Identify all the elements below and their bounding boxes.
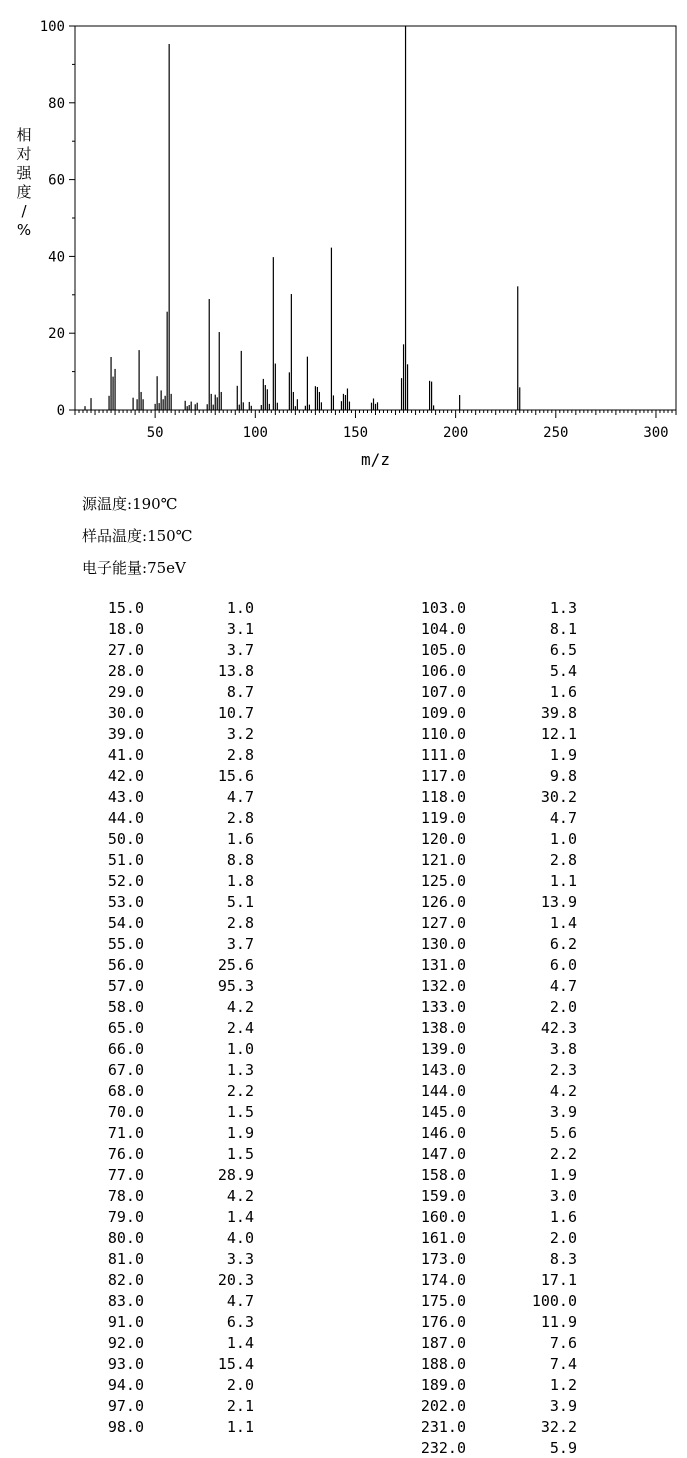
mz-value: 29.0 bbox=[107, 683, 144, 701]
intensity-value: 15.4 bbox=[217, 1355, 254, 1373]
mz-value: 147.0 bbox=[420, 1145, 466, 1163]
y-tick-label: 0 bbox=[56, 403, 65, 419]
mz-value: 125.0 bbox=[420, 872, 466, 890]
mz-value: 77.0 bbox=[107, 1166, 144, 1184]
mz-value: 159.0 bbox=[420, 1187, 466, 1205]
intensity-value: 5.9 bbox=[549, 1439, 577, 1457]
intensity-value: 1.5 bbox=[226, 1103, 254, 1121]
mz-value: 132.0 bbox=[420, 977, 466, 995]
mz-value: 144.0 bbox=[420, 1082, 466, 1100]
mz-value: 71.0 bbox=[107, 1124, 144, 1142]
intensity-value: 2.8 bbox=[226, 914, 254, 932]
condition-row bbox=[82, 525, 193, 546]
intensity-value: 17.1 bbox=[540, 1271, 577, 1289]
intensity-value: 32.2 bbox=[540, 1418, 577, 1436]
mz-value: 131.0 bbox=[420, 956, 466, 974]
mz-value: 43.0 bbox=[107, 788, 144, 806]
mz-value: 54.0 bbox=[107, 914, 144, 932]
condition-value: 150℃ bbox=[147, 527, 193, 545]
intensity-value: 5.1 bbox=[226, 893, 254, 911]
mz-value: 146.0 bbox=[420, 1124, 466, 1142]
intensity-value: 4.7 bbox=[549, 977, 577, 995]
intensity-value: 2.0 bbox=[549, 998, 577, 1016]
intensity-value: 1.1 bbox=[226, 1418, 254, 1436]
mz-value: 175.0 bbox=[420, 1292, 466, 1310]
intensity-value: 2.8 bbox=[226, 746, 254, 764]
mz-value: 126.0 bbox=[420, 893, 466, 911]
mz-value: 97.0 bbox=[107, 1397, 144, 1415]
intensity-value: 1.3 bbox=[549, 599, 577, 617]
mz-value: 106.0 bbox=[420, 662, 466, 680]
mz-value: 18.0 bbox=[107, 620, 144, 638]
mz-value: 109.0 bbox=[420, 704, 466, 722]
intensity-value: 1.0 bbox=[549, 830, 577, 848]
intensity-value: 7.6 bbox=[549, 1334, 577, 1352]
condition-label: 电子能量 bbox=[82, 559, 143, 577]
intensity-value: 5.6 bbox=[549, 1124, 577, 1142]
mz-value: 51.0 bbox=[107, 851, 144, 869]
mz-value: 66.0 bbox=[107, 1040, 144, 1058]
condition-label: 样品温度 bbox=[82, 527, 143, 545]
intensity-value: 3.2 bbox=[226, 725, 254, 743]
mz-value: 176.0 bbox=[420, 1313, 466, 1331]
intensity-value: 1.4 bbox=[226, 1208, 254, 1226]
mz-value: 94.0 bbox=[107, 1376, 144, 1394]
intensity-value: 4.7 bbox=[226, 1292, 254, 1310]
intensity-value: 3.9 bbox=[549, 1103, 577, 1121]
mz-value: 82.0 bbox=[107, 1271, 144, 1289]
intensity-value: 25.6 bbox=[217, 956, 254, 974]
condition-row bbox=[82, 557, 186, 578]
mz-value: 133.0 bbox=[420, 998, 466, 1016]
mz-value: 104.0 bbox=[420, 620, 466, 638]
intensity-value: 6.0 bbox=[549, 956, 577, 974]
y-tick-label: 100 bbox=[39, 19, 65, 35]
mz-value: 145.0 bbox=[420, 1103, 466, 1121]
condition-separator: : bbox=[142, 527, 148, 545]
intensity-value: 4.7 bbox=[226, 788, 254, 806]
intensity-value: 11.9 bbox=[540, 1313, 577, 1331]
intensity-value: 28.9 bbox=[217, 1166, 254, 1184]
intensity-value: 1.5 bbox=[226, 1145, 254, 1163]
intensity-value: 6.3 bbox=[226, 1313, 254, 1331]
intensity-value: 4.2 bbox=[226, 1187, 254, 1205]
x-tick-label: 200 bbox=[442, 425, 469, 441]
mz-value: 119.0 bbox=[420, 809, 466, 827]
mass-spectrum-chart bbox=[0, 0, 687, 480]
mz-value: 68.0 bbox=[107, 1082, 144, 1100]
mz-value: 83.0 bbox=[107, 1292, 144, 1310]
intensity-value: 8.8 bbox=[226, 851, 254, 869]
condition-row bbox=[82, 493, 178, 514]
intensity-value: 2.0 bbox=[226, 1376, 254, 1394]
intensity-value: 1.3 bbox=[226, 1061, 254, 1079]
mz-value: 117.0 bbox=[420, 767, 466, 785]
intensity-value: 2.8 bbox=[226, 809, 254, 827]
y-axis-label: 相对强度/ % bbox=[16, 126, 32, 239]
condition-label: 源温度 bbox=[82, 495, 128, 513]
intensity-value: 2.3 bbox=[549, 1061, 577, 1079]
mz-value: 110.0 bbox=[420, 725, 466, 743]
mz-value: 174.0 bbox=[420, 1271, 466, 1289]
mz-value: 27.0 bbox=[107, 641, 144, 659]
intensity-value: 9.8 bbox=[549, 767, 577, 785]
intensity-value: 12.1 bbox=[540, 725, 577, 743]
intensity-value: 95.3 bbox=[217, 977, 254, 995]
intensity-value: 5.4 bbox=[549, 662, 577, 680]
mz-value: 65.0 bbox=[107, 1019, 144, 1037]
x-tick-label: 300 bbox=[643, 425, 669, 441]
mz-value: 81.0 bbox=[107, 1250, 144, 1268]
mz-value: 41.0 bbox=[107, 746, 144, 764]
intensity-value: 100.0 bbox=[531, 1292, 577, 1310]
intensity-value: 1.9 bbox=[549, 746, 577, 764]
mz-value: 44.0 bbox=[107, 809, 144, 827]
intensity-value: 1.0 bbox=[226, 599, 254, 617]
intensity-value: 3.0 bbox=[549, 1187, 577, 1205]
y-tick-label: 80 bbox=[48, 95, 65, 112]
y-tick-label: 60 bbox=[48, 172, 65, 189]
plot-frame bbox=[75, 26, 676, 410]
x-tick-label: 100 bbox=[242, 425, 268, 441]
x-tick-label: 150 bbox=[342, 425, 369, 441]
mz-value: 202.0 bbox=[420, 1397, 466, 1415]
intensity-value: 3.1 bbox=[226, 620, 254, 638]
mz-value: 121.0 bbox=[420, 851, 466, 869]
condition-value: 190℃ bbox=[132, 495, 178, 513]
mz-value: 120.0 bbox=[420, 830, 466, 848]
mz-value: 42.0 bbox=[107, 767, 144, 785]
intensity-value: 1.0 bbox=[226, 1040, 254, 1058]
intensity-value: 13.8 bbox=[217, 662, 254, 680]
intensity-value: 1.4 bbox=[226, 1334, 254, 1352]
intensity-value: 30.2 bbox=[540, 788, 577, 806]
intensity-value: 6.2 bbox=[549, 935, 577, 953]
intensity-value: 1.2 bbox=[549, 1376, 577, 1394]
mz-value: 70.0 bbox=[107, 1103, 144, 1121]
mz-value: 80.0 bbox=[107, 1229, 144, 1247]
intensity-value: 1.6 bbox=[226, 830, 254, 848]
y-tick-label: 40 bbox=[48, 249, 65, 266]
intensity-value: 2.8 bbox=[549, 851, 577, 869]
mz-value: 58.0 bbox=[107, 998, 144, 1016]
intensity-value: 2.2 bbox=[549, 1145, 577, 1163]
intensity-value: 20.3 bbox=[217, 1271, 254, 1289]
condition-separator: : bbox=[127, 495, 133, 513]
mz-value: 103.0 bbox=[420, 599, 466, 617]
intensity-value: 1.9 bbox=[226, 1124, 254, 1142]
intensity-value: 39.8 bbox=[540, 704, 577, 722]
mz-value: 130.0 bbox=[420, 935, 466, 953]
mz-value: 231.0 bbox=[420, 1418, 466, 1436]
intensity-value: 13.9 bbox=[540, 893, 577, 911]
mz-value: 92.0 bbox=[107, 1334, 144, 1352]
mz-value: 78.0 bbox=[107, 1187, 144, 1205]
intensity-value: 42.3 bbox=[540, 1019, 577, 1037]
mz-value: 53.0 bbox=[107, 893, 144, 911]
intensity-value: 2.4 bbox=[226, 1019, 254, 1037]
intensity-value: 8.7 bbox=[226, 683, 254, 701]
mz-value: 15.0 bbox=[107, 599, 144, 617]
intensity-value: 8.3 bbox=[549, 1250, 577, 1268]
mz-value: 98.0 bbox=[107, 1418, 144, 1436]
intensity-value: 1.9 bbox=[549, 1166, 577, 1184]
mz-value: 57.0 bbox=[107, 977, 144, 995]
intensity-value: 4.7 bbox=[549, 809, 577, 827]
intensity-value: 6.5 bbox=[549, 641, 577, 659]
condition-value: 75eV bbox=[147, 559, 186, 577]
condition-separator: : bbox=[142, 559, 148, 577]
mz-value: 93.0 bbox=[107, 1355, 144, 1373]
mz-value: 105.0 bbox=[420, 641, 466, 659]
mz-value: 161.0 bbox=[420, 1229, 466, 1247]
y-tick-label: 20 bbox=[48, 326, 65, 343]
intensity-value: 1.1 bbox=[549, 872, 577, 890]
intensity-value: 3.7 bbox=[226, 641, 254, 659]
mz-value: 139.0 bbox=[420, 1040, 466, 1058]
mz-value: 28.0 bbox=[107, 662, 144, 680]
intensity-value: 3.7 bbox=[226, 935, 254, 953]
mz-value: 79.0 bbox=[107, 1208, 144, 1226]
mz-value: 127.0 bbox=[420, 914, 466, 932]
x-tick-label: 50 bbox=[146, 425, 164, 441]
mz-value: 187.0 bbox=[420, 1334, 466, 1352]
mz-value: 56.0 bbox=[107, 956, 144, 974]
mz-value: 50.0 bbox=[107, 830, 144, 848]
intensity-value: 3.8 bbox=[549, 1040, 577, 1058]
mz-value: 91.0 bbox=[107, 1313, 144, 1331]
intensity-value: 4.0 bbox=[226, 1229, 254, 1247]
intensity-value: 1.8 bbox=[226, 872, 254, 890]
mz-value: 188.0 bbox=[420, 1355, 466, 1373]
mz-value: 143.0 bbox=[420, 1061, 466, 1079]
mz-value: 52.0 bbox=[107, 872, 144, 890]
intensity-value: 4.2 bbox=[226, 998, 254, 1016]
intensity-value: 2.0 bbox=[549, 1229, 577, 1247]
intensity-value: 3.9 bbox=[549, 1397, 577, 1415]
intensity-value: 15.6 bbox=[217, 767, 254, 785]
mz-value: 107.0 bbox=[420, 683, 466, 701]
mz-value: 189.0 bbox=[420, 1376, 466, 1394]
mz-value: 39.0 bbox=[107, 725, 144, 743]
mz-value: 30.0 bbox=[107, 704, 144, 722]
mz-value: 118.0 bbox=[420, 788, 466, 806]
mz-value: 55.0 bbox=[107, 935, 144, 953]
intensity-value: 1.6 bbox=[549, 1208, 577, 1226]
intensity-value: 4.2 bbox=[549, 1082, 577, 1100]
intensity-value: 2.1 bbox=[226, 1397, 254, 1415]
mz-value: 67.0 bbox=[107, 1061, 144, 1079]
intensity-value: 8.1 bbox=[549, 620, 577, 638]
mz-value: 160.0 bbox=[420, 1208, 466, 1226]
mz-value: 232.0 bbox=[420, 1439, 466, 1457]
intensity-value: 3.3 bbox=[226, 1250, 254, 1268]
intensity-value: 1.6 bbox=[549, 683, 577, 701]
intensity-value: 2.2 bbox=[226, 1082, 254, 1100]
x-tick-label: 250 bbox=[543, 425, 569, 441]
mz-value: 76.0 bbox=[107, 1145, 144, 1163]
mz-value: 138.0 bbox=[420, 1019, 466, 1037]
x-axis-label: m/z bbox=[361, 450, 390, 469]
intensity-value: 7.4 bbox=[549, 1355, 577, 1373]
mz-value: 173.0 bbox=[420, 1250, 466, 1268]
mz-value: 111.0 bbox=[420, 746, 466, 764]
intensity-value: 1.4 bbox=[549, 914, 577, 932]
mz-value: 158.0 bbox=[420, 1166, 466, 1184]
intensity-value: 10.7 bbox=[217, 704, 254, 722]
